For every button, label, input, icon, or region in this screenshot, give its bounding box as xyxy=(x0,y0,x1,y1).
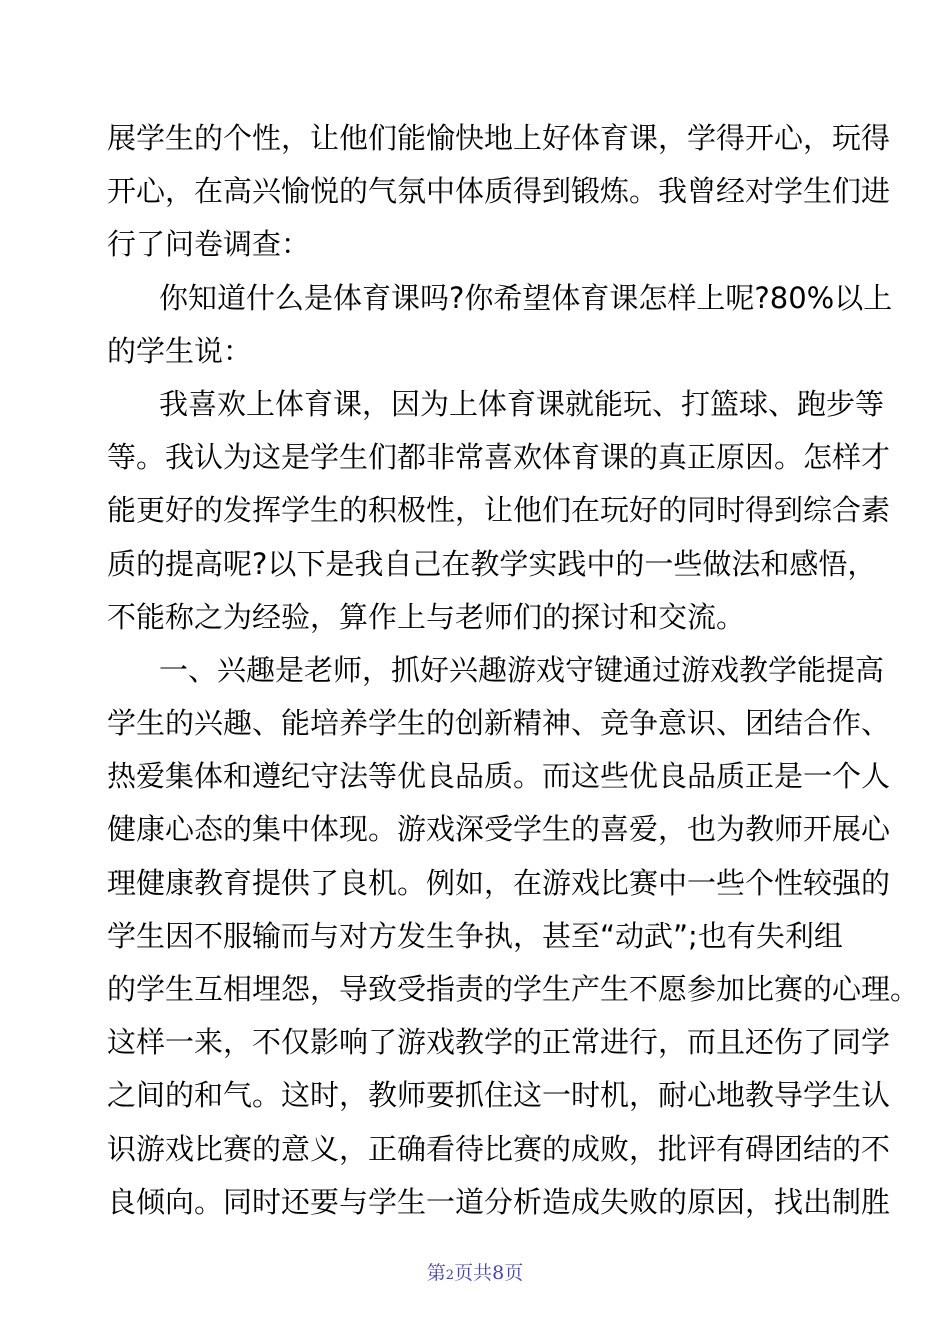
text-line: 展学生的个性，让他们能愉快地上好体育课，学得开心，玩得 xyxy=(107,121,891,155)
footer-middle: 页共 xyxy=(454,1262,493,1284)
page-footer xyxy=(0,1258,950,1285)
text-line: 等。我认为这是学生们都非常喜欢体育课的真正原因。怎样才 xyxy=(107,440,891,475)
text-line: 一、兴趣是老师，抓好兴趣游戏守键通过游戏教学能提高 xyxy=(159,652,885,687)
text-line: 这样一来，不仅影响了游戏教学的正常进行，而且还伤了同学 xyxy=(107,1025,891,1060)
text-line: 质的提高呢?以下是我自己在教学实践中的一些做法和感悟， xyxy=(107,546,877,581)
text-line: 学生因不服输而与对方发生争执，甚至“动武”;也有失利组 xyxy=(107,918,843,953)
footer-page-number: 2 xyxy=(445,1268,455,1283)
footer-suffix: 页 xyxy=(504,1262,524,1284)
footer-total-pages: 8 xyxy=(492,1262,505,1284)
text-line: 之间的和气。这时，教师要抓住这一时机，耐心地教导学生认 xyxy=(107,1078,891,1113)
text-line: 良倾向。同时还要与学生一道分析造成失败的原因，找出制胜 xyxy=(107,1184,891,1219)
text-line: 我喜欢上体育课，因为上体育课就能玩、打篮球、跑步等 xyxy=(159,386,885,421)
text-line: 热爱集体和遵纪守法等优良品质。而这些优良品质正是一个人 xyxy=(107,759,891,794)
text-line: 开心，在高兴愉悦的气氛中体质得到锻炼。我曾经对学生们进 xyxy=(107,174,891,209)
body-text xyxy=(107,112,920,1229)
text-line: 能更好的发挥学生的积极性，让他们在玩好的同时得到综合素 xyxy=(107,493,891,528)
text-line: 健康心态的集中体现。游戏深受学生的喜爱，也为教师开展心 xyxy=(107,812,891,847)
text-line: 不能称之为经验，算作上与老师们的探讨和交流。 xyxy=(107,599,746,634)
text-line: 的学生互相埋怨，导致受指责的学生产生不愿参加比赛的心理。 xyxy=(107,972,920,1006)
text-line: 的学生说： xyxy=(107,333,253,368)
text-line: 你知道什么是体育课吗?你希望体育课怎样上呢?80%以上 xyxy=(159,280,893,315)
text-line: 学生的兴趣、能培养学生的创新精神、竞争意识、团结合作、 xyxy=(107,706,891,741)
text-line: 理健康教育提供了良机。例如，在游戏比赛中一些个性较强的 xyxy=(107,865,891,900)
text-line: 行了问卷调查： xyxy=(107,227,311,262)
text-line: 识游戏比赛的意义，正确看待比赛的成败，批评有碍团结的不 xyxy=(107,1131,891,1166)
footer-prefix: 第 xyxy=(426,1262,446,1284)
